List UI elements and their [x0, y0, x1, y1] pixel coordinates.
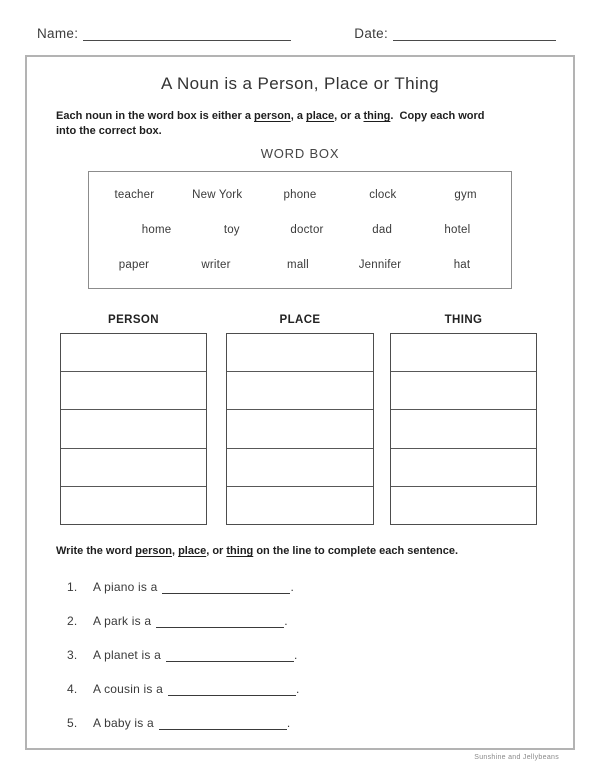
- sentence-item: [67, 612, 527, 628]
- sentence-number: 2.: [67, 614, 78, 628]
- instruction2-place-word: place: [178, 545, 207, 557]
- sentence-text: A park is a: [93, 614, 152, 628]
- person-write-cell[interactable]: [61, 449, 206, 487]
- place-write-cell[interactable]: [227, 334, 373, 372]
- name-label: Name:: [37, 26, 79, 41]
- word-item: toy: [223, 223, 240, 236]
- date-blank-line[interactable]: [393, 26, 556, 41]
- name-field-group: [37, 26, 291, 41]
- sentence-blank[interactable]: [159, 717, 287, 730]
- worksheet-title: A Noun is a Person, Place or Thing: [161, 74, 439, 93]
- word-item: doctor: [290, 223, 324, 236]
- word-item: mall: [287, 258, 309, 271]
- instruction-copy-words: [56, 109, 556, 139]
- sentence-blank[interactable]: [156, 615, 284, 628]
- sentence-item: [67, 578, 527, 594]
- sentence-number: 3.: [67, 648, 78, 662]
- word-item: teacher: [114, 189, 155, 202]
- word-item: home: [141, 223, 172, 236]
- sentence-number: 5.: [67, 716, 78, 730]
- sentence-item: [67, 646, 527, 662]
- instruction1-place-word: place: [306, 110, 335, 122]
- sort-column-thing: [390, 314, 537, 525]
- person-write-cell[interactable]: [61, 410, 206, 448]
- word-box-label: WORD BOX: [260, 146, 340, 161]
- sentence-period: .: [284, 614, 288, 628]
- instruction1-seg4: . Copy each word: [390, 110, 485, 122]
- place-write-cell[interactable]: [227, 410, 373, 448]
- instruction2-seg1: Write the word: [56, 545, 136, 557]
- sentence-period: .: [290, 580, 294, 594]
- sentence-text: A cousin is a: [93, 682, 163, 696]
- person-sort-box: [60, 333, 207, 525]
- place-write-cell[interactable]: [227, 487, 373, 524]
- thing-write-cell[interactable]: [391, 487, 536, 524]
- sentence-item: [67, 714, 527, 730]
- worksheet-frame: [25, 55, 575, 750]
- instruction1-person-word: person: [254, 110, 291, 122]
- instruction1-seg2: , a: [290, 110, 307, 122]
- person-column-header: PERSON: [108, 314, 159, 326]
- word-box: [88, 171, 512, 289]
- thing-column-header: THING: [444, 314, 483, 326]
- word-item: hotel: [444, 223, 471, 236]
- instruction1-seg1: Each noun in the word box is either a: [56, 110, 255, 122]
- instruction2-seg4: on the line to complete each sentence.: [253, 545, 459, 557]
- place-sort-box: [226, 333, 374, 525]
- sentence-blank[interactable]: [168, 683, 296, 696]
- sentence-number: 1.: [67, 580, 78, 594]
- sentence-number: 4.: [67, 682, 78, 696]
- word-item: phone: [283, 189, 317, 202]
- word-item: Jennifer: [358, 258, 402, 271]
- sentence-period: .: [286, 716, 291, 730]
- thing-write-cell[interactable]: [391, 372, 536, 410]
- instruction1-seg5: into the correct box.: [56, 124, 162, 137]
- place-write-cell[interactable]: [227, 372, 373, 410]
- instruction2-seg3: , or: [206, 545, 227, 557]
- sentence-text: A piano is a: [93, 580, 158, 594]
- sentence-list: [67, 578, 527, 748]
- instruction1-seg3: , or a: [334, 110, 364, 122]
- instruction2-person-word: person: [135, 545, 172, 557]
- instruction2-seg2: ,: [171, 545, 179, 557]
- name-blank-line[interactable]: [83, 26, 291, 41]
- sentence-blank[interactable]: [162, 581, 290, 594]
- place-write-cell[interactable]: [227, 449, 373, 487]
- sentence-blank[interactable]: [166, 649, 294, 662]
- footer-credit: Sunshine and Jellybeans: [474, 754, 559, 761]
- place-column-header: PLACE: [279, 314, 321, 326]
- person-write-cell[interactable]: [61, 487, 206, 524]
- instruction-complete-sentences: [56, 544, 568, 559]
- date-field-group: [354, 26, 556, 41]
- sentence-text: A baby is a: [93, 716, 154, 730]
- thing-write-cell[interactable]: [391, 334, 536, 372]
- sort-column-person: [60, 314, 207, 525]
- instruction1-thing-word: thing: [363, 110, 391, 122]
- sentence-period: .: [293, 648, 298, 662]
- thing-write-cell[interactable]: [391, 449, 536, 487]
- sort-column-place: [226, 314, 374, 525]
- word-item: New York: [192, 189, 243, 202]
- word-item: gym: [454, 189, 477, 202]
- person-write-cell[interactable]: [61, 334, 206, 372]
- word-item: hat: [453, 258, 471, 271]
- person-write-cell[interactable]: [61, 372, 206, 410]
- sentence-text: A planet is a: [93, 648, 161, 662]
- thing-sort-box: [390, 333, 537, 525]
- word-item: writer: [201, 258, 231, 271]
- word-box-row: [93, 259, 507, 271]
- instruction2-thing-word: thing: [226, 545, 254, 557]
- name-date-row: [37, 26, 570, 41]
- sentence-period: .: [295, 682, 300, 696]
- sentence-item: [67, 680, 527, 696]
- word-item: clock: [369, 189, 397, 202]
- word-item: paper: [118, 258, 150, 271]
- word-box-row: [93, 189, 507, 201]
- date-label: Date:: [354, 26, 389, 41]
- thing-write-cell[interactable]: [391, 410, 536, 448]
- word-box-row: [93, 224, 507, 236]
- word-item: dad: [372, 223, 393, 236]
